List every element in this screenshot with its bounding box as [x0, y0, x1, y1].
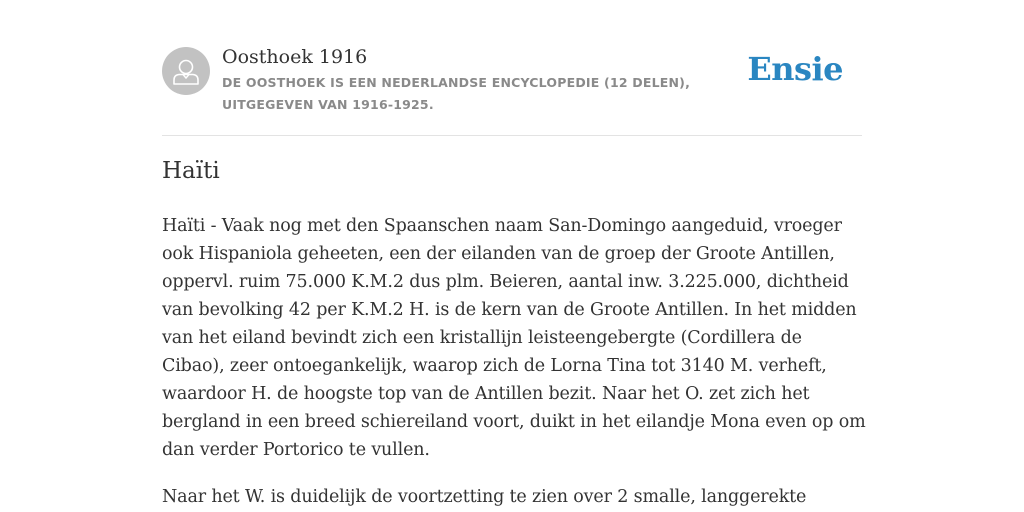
- source-header: [162, 44, 862, 116]
- article-title: Haïti: [162, 158, 220, 184]
- source-avatar[interactable]: [162, 47, 210, 95]
- article-paragraph: Naar het W. is duidelijk de voortzetting te zien over 2 smalle, langgerekte: [162, 487, 807, 507]
- user-icon: [162, 47, 210, 95]
- source-title[interactable]: Oosthoek 1916: [222, 46, 368, 68]
- article-body: [162, 212, 867, 512]
- header-divider: [162, 135, 862, 136]
- article-paragraph: Haïti - Vaak nog met den Spaanschen naam San-Domingo aangeduid, vroeger ook Hispaniola geheeten, een der eilanden van de groep der Groote Antillen, oppervl. ruim 75.000 K.M.2 dus plm. Beieren, aantal inw. 3.225.000, dichtheid van bevolking 42 per K.M.2 H. is de kern van de Groote Antillen. In het midden van het eiland bevindt zich een kristallijn leisteengebergte (Cordillera de Cibao), zeer ontoegankelijk, waarop zich de Lorna Tina tot 3140 M. verheft, waardoor H. de hoogste top van de Antillen bezit. Naar het O. zet zich het bergland in een breed schiereiland voort, duikt in het eilandje Mona even op om dan verder Portorico te vullen.: [162, 216, 866, 460]
- source-description: DE OOSTHOEK IS EEN NEDERLANDSE ENCYCLOPEDIE (12 DELEN), UITGEGEVEN VAN 1916-1925.: [222, 75, 691, 112]
- ensie-logo-link[interactable]: Ensie: [747, 50, 843, 88]
